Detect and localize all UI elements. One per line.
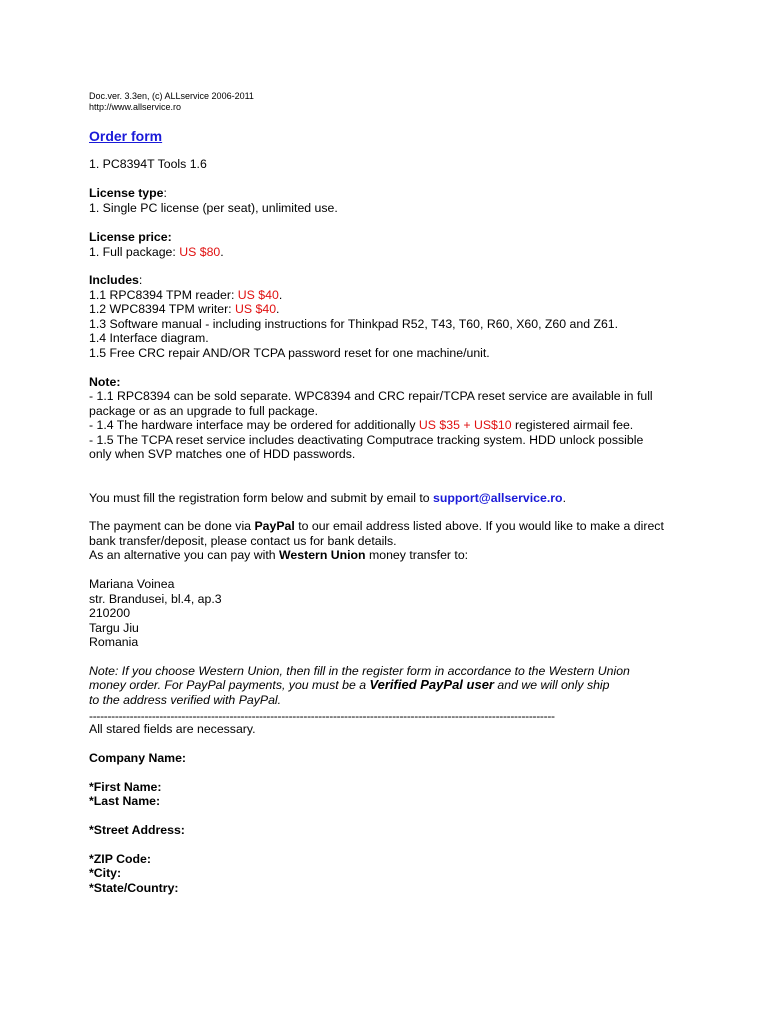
support-email-link[interactable]: support@allservice.ro bbox=[433, 491, 563, 505]
registration-instructions bbox=[89, 491, 566, 506]
state-country-field: *State/Country: bbox=[89, 881, 179, 895]
address-city: Targu Jiu bbox=[89, 621, 139, 635]
license-price-heading: License price: bbox=[89, 230, 172, 244]
payment-line: bank transfer/deposit, please contact us for bank details. bbox=[89, 534, 397, 548]
address-name: Mariana Voinea bbox=[89, 577, 175, 591]
registration-text: You must fill the registration form below and submit by email to bbox=[89, 491, 434, 505]
paypal-label: PayPal bbox=[254, 519, 295, 533]
payment-text: As an alternative you can pay with bbox=[89, 548, 280, 562]
includes-heading bbox=[89, 273, 142, 288]
note-line-price: US $35 + US$10 bbox=[418, 418, 512, 432]
italic-note-line: to the address verified with PayPal. bbox=[89, 693, 282, 707]
italic-note-line: Note: If you choose Western Union, then fill in the register form in accordance to the Western Union bbox=[89, 664, 630, 678]
product-name: 1. PC8394T Tools 1.6 bbox=[89, 157, 207, 171]
includes-item-suffix: . bbox=[276, 302, 280, 316]
includes-item-text: 1.1 RPC8394 TPM reader: bbox=[89, 288, 238, 302]
includes-item: 1.5 Free CRC repair AND/OR TCPA password reset for one machine/unit. bbox=[89, 346, 490, 360]
license-price-line bbox=[89, 245, 224, 260]
address-country: Romania bbox=[89, 635, 139, 649]
address-street: str. Brandusei, bl.4, ap.3 bbox=[89, 592, 222, 606]
includes-label: Includes bbox=[89, 273, 139, 287]
includes-item-suffix: . bbox=[278, 288, 283, 302]
verified-paypal-user: Verified PayPal user bbox=[369, 677, 494, 692]
license-price-value: US $80 bbox=[179, 245, 221, 259]
note-line bbox=[89, 418, 633, 433]
includes-item bbox=[89, 288, 282, 303]
italic-note-line bbox=[89, 678, 610, 693]
license-type-label: License type bbox=[89, 186, 164, 200]
order-form-link[interactable]: Order form bbox=[89, 128, 163, 144]
form-intro: All stared fields are necessary. bbox=[89, 722, 256, 736]
note-heading bbox=[89, 375, 120, 390]
registration-text: . bbox=[562, 491, 566, 505]
first-name-field: *First Name: bbox=[89, 780, 162, 794]
license-price-prefix: 1. Full package: bbox=[89, 245, 180, 259]
note-line: only when SVP matches one of HDD passwords. bbox=[89, 447, 356, 461]
payment-text: to our email address listed above. If you would like to make a direct bbox=[294, 519, 664, 533]
includes-item: 1.4 Interface diagram. bbox=[89, 331, 209, 345]
includes-item bbox=[89, 302, 279, 317]
payment-text: The payment can be done via bbox=[89, 519, 255, 533]
note-line-text: registered airmail fee. bbox=[511, 418, 634, 432]
includes-item-price: US $40 bbox=[237, 288, 279, 302]
note-line: - 1.5 The TCPA reset service includes deactivating Computrace tracking system. HDD unlock possible bbox=[89, 433, 644, 447]
note-label: Note: bbox=[89, 375, 121, 389]
separator-line: ------------------------------------------------------------------------------------------------------------------------------ bbox=[89, 709, 555, 723]
zip-code-field: *ZIP Code: bbox=[89, 852, 151, 866]
note-line: - 1.1 RPC8394 can be sold separate. WPC8394 and CRC repair/TCPA reset service are available in full bbox=[89, 389, 653, 403]
last-name-field: *Last Name: bbox=[89, 794, 161, 808]
license-type-colon: : bbox=[163, 186, 167, 200]
includes-colon: : bbox=[138, 273, 143, 287]
license-type-value: 1. Single PC license (per seat), unlimited use. bbox=[89, 201, 338, 215]
includes-item-text: 1.2 WPC8394 TPM writer: bbox=[89, 302, 236, 316]
license-price-label bbox=[89, 230, 172, 245]
note-line: package or as an upgrade to full package. bbox=[89, 404, 319, 418]
license-price-suffix: . bbox=[220, 245, 224, 259]
western-union-label: Western Union bbox=[279, 548, 366, 562]
city-field: *City: bbox=[89, 866, 122, 880]
payment-line bbox=[89, 519, 664, 534]
includes-item: 1.3 Software manual - including instructions for Thinkpad R52, T43, T60, R60, X60, Z60 and Z61. bbox=[89, 317, 619, 331]
doc-url[interactable]: http://www.allservice.ro bbox=[89, 102, 182, 112]
doc-version: Doc.ver. 3.3en, (c) ALLservice 2006-2011 bbox=[89, 91, 254, 101]
italic-note-text: money order. For PayPal payments, you must be a bbox=[89, 678, 370, 692]
italic-note-text: and we will only ship bbox=[493, 678, 610, 692]
company-name-field: Company Name: bbox=[89, 751, 187, 765]
license-type-heading bbox=[89, 186, 167, 201]
note-line-text: - 1.4 The hardware interface may be ordered for additionally bbox=[89, 418, 419, 432]
includes-item-price: US $40 bbox=[235, 302, 277, 316]
payment-line bbox=[89, 548, 468, 563]
address-zip: 210200 bbox=[89, 606, 131, 620]
payment-text: money transfer to: bbox=[365, 548, 469, 562]
street-address-field: *Street Address: bbox=[89, 823, 185, 837]
